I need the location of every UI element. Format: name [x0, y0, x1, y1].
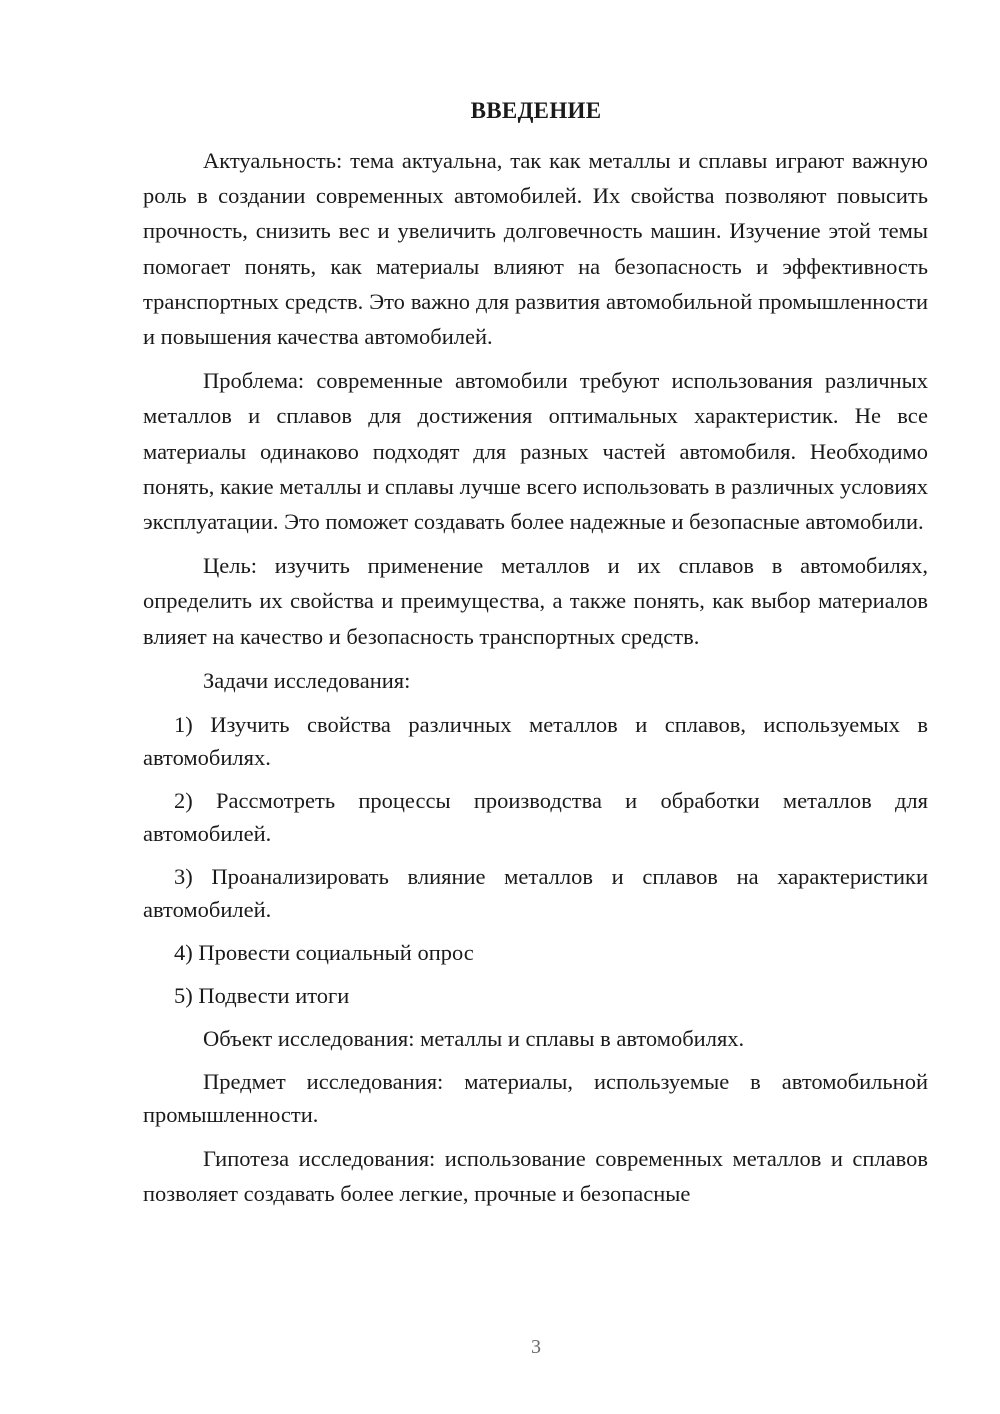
section-heading: ВВЕДЕНИЕ — [470, 98, 602, 123]
tasks-heading: Задачи исследования: — [203, 667, 411, 693]
paragraph-object: Объект исследования: металлы и сплавы в автомобилях. — [203, 1026, 745, 1052]
page-number: 3 — [531, 1336, 541, 1358]
paragraph-goal: Цель: изучить применение металлов и их сплавов в автомобилях, определить их свойства и преимущества, а также понять, как выбор материалов влияет на качество и безопасность транспортных средств. — [143, 553, 928, 649]
paragraph-subject: Предмет исследования: материалы, используемые в автомобильной промышленности. — [143, 1069, 928, 1128]
task-item-2: 2) Рассмотреть процессы производства и обработки металлов для автомобилей. — [143, 788, 928, 847]
task-item-1: 1) Изучить свойства различных металлов и сплавов, используемых в автомобилях. — [143, 712, 928, 771]
paragraph-hypothesis: Гипотеза исследования: использование современных металлов и сплавов позволяет создавать более легкие, прочные и безопасные — [143, 1146, 928, 1207]
paragraph-problem: Проблема: современные автомобили требуют использования различных металлов и сплавов для достижения оптимальных характеристик. Не все материалы одинаково подходят для разных частей автомобиля. Необходимо понять, какие металлы и сплавы лучше всего использовать в различных условиях эксплуатации. Это поможет создавать более надежные и безопасные автомобили. — [143, 368, 928, 535]
task-item-3: 3) Проанализировать влияние металлов и сплавов на характеристики автомобилей. — [143, 864, 928, 923]
task-item-5: 5) Подвести итоги — [174, 983, 350, 1009]
task-item-4: 4) Провести социальный опрос — [174, 940, 474, 966]
document-body — [143, 143, 928, 1211]
paragraph-relevance: Актуальность: тема актуальна, так как металлы и сплавы играют важную роль в создании современных автомобилей. Их свойства позволяют повысить прочность, снизить вес и увеличить долговечность машин. Изучение этой темы помогает понять, как материалы влияют на безопасность и эффективность транспортных средств. Это важно для развития автомобильной промышленности и повышения качества автомобилей. — [143, 148, 928, 350]
